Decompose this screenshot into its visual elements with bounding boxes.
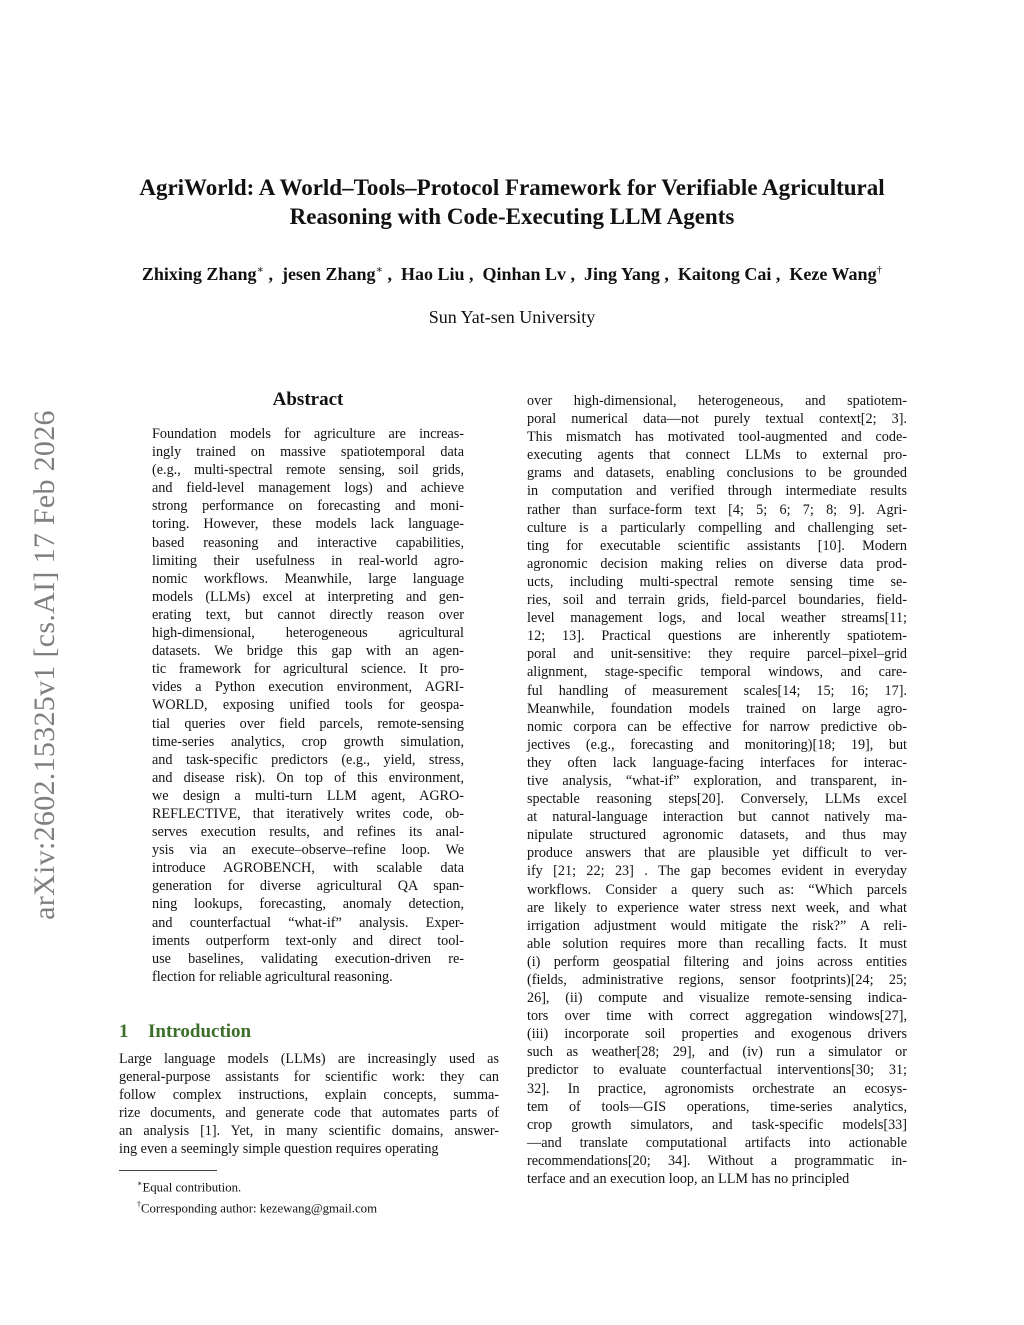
text-line: ting for executable scientific assistants [10]. Modern [527, 537, 907, 554]
introduction-paragraph-left [119, 1050, 499, 1159]
text-line: tem of tools—GIS operations, time-series analytics, [527, 1098, 907, 1115]
text-line: an analysis [1]. Yet, in many scientific domains, answer- [119, 1123, 499, 1140]
text-line: they often lack language-facing interfaces for interac- [527, 754, 907, 771]
text-line: Large language models (LLMs) are increasingly used as [119, 1051, 499, 1067]
author: jesen Zhang∗ [281, 264, 383, 284]
text-line: poral numerical data—not purely textual context[2; 3]. [527, 411, 907, 428]
text-line: based reasoning and interactive capabilities, [152, 534, 464, 551]
text-line: alignment, stage-specific temporal windows, and care- [527, 664, 907, 681]
text-line: vides a Python execution environment, AGRI- [152, 679, 464, 696]
text-line: executing agents that connect LLMs to external pro- [527, 447, 907, 464]
author: Kaitong Cai [677, 264, 772, 284]
text-line: able solution requires more than recalling facts. It must [527, 935, 907, 952]
text-line: over high-dimensional, heterogeneous, and spatiotem- [527, 393, 907, 409]
text-line: 12; 13]. Practical questions are inherently spatiotem- [527, 628, 907, 645]
text-line: erating text, but cannot directly reason over [152, 606, 464, 623]
footnote-corresponding-author: †Corresponding author: kezewang@gmail.com [137, 1200, 378, 1216]
author-list: Zhixing Zhang∗ , jesen Zhang∗ , Hao Liu , Qinhan Lv , Jing Yang , Kaitong Cai , Keze Wang† [141, 264, 883, 284]
footnotes [119, 1175, 499, 1218]
text-line: terface and an execution loop, an LLM has no principled [527, 1171, 850, 1188]
text-line: predictor to evaluate counterfactual interventions[30; 31; [527, 1062, 907, 1079]
text-line: ingly trained on massive spatiotemporal data [152, 444, 464, 461]
section-title: Introduction [148, 1021, 252, 1042]
text-line: in computation and verified through intermediate results [527, 483, 907, 500]
text-line: crop growth simulators, and task-specific models[33] [527, 1116, 907, 1133]
abstract-heading: Abstract [272, 389, 344, 410]
text-line: grams and datasets, enabling conclusions to be grounded [527, 465, 907, 482]
text-line: and task-specific predictors (e.g., yield, stress, [152, 751, 464, 768]
text-line: Meanwhile, foundation models trained on large agro- [527, 700, 907, 717]
text-line: agronomic decision making relies on diverse data prod- [527, 555, 907, 572]
text-line: nomic workflows. Meanwhile, large language [152, 570, 464, 587]
text-line: WORLD, exposing unified tools for geospa- [152, 697, 464, 714]
text-line: Foundation models for agriculture are increas- [152, 426, 464, 442]
footnote-rule [119, 1170, 217, 1171]
text-line: (iii) incorporate soil properties and exogenous drivers [527, 1026, 907, 1043]
text-line: such as weather[28; 29], and (iv) run a simulator or [527, 1044, 907, 1061]
text-line: tic framework for agricultural science. It pro- [152, 661, 464, 678]
text-line: tors over time with correct aggregation windows[27], [527, 1008, 907, 1025]
text-line: ysis via an execute–observe–refine loop. We [152, 842, 464, 859]
author: Zhixing Zhang∗ [141, 264, 264, 284]
text-line: nomic corpora can be effective for narrow predictive ob- [527, 718, 907, 735]
text-line: general-purpose assistants for scientific work: they can [119, 1069, 499, 1086]
text-line: follow complex instructions, explain concepts, summa- [119, 1087, 499, 1104]
text-line: ify [21; 22; 23] . The gap becomes evident in everyday [527, 863, 907, 880]
text-line: irrigation adjustment would mitigate the risk?” A reli- [527, 917, 907, 934]
text-line: —and translate computational artifacts into actionable [527, 1134, 907, 1151]
author: Qinhan Lv [482, 264, 567, 284]
text-line: toring. However, these models lack language- [152, 516, 464, 533]
text-line: generation for diverse agricultural QA span- [152, 878, 464, 895]
text-line: use baselines, validating execution-driven re- [152, 950, 464, 967]
arxiv-identifier-stamp: arXiv:2602.15325v1 [cs.AI] 17 Feb 2026 [28, 410, 61, 920]
text-line: rather than surface-form text [4; 5; 6; 7; 8; 9]. Agri- [527, 501, 907, 518]
text-line: strong performance on forecasting and moni- [152, 498, 464, 515]
text-line: ing even a seemingly simple question requires operating [119, 1141, 439, 1158]
text-line: ful handling of measurement scales[14; 15; 16; 17]. [527, 682, 907, 699]
footnote-equal-contribution: ∗Equal contribution. [137, 1179, 242, 1195]
text-line: ucts, including multi-spectral remote sensing time se- [527, 573, 907, 590]
text-line: poral and unit-sensitive: they require parcel–pixel–grid [527, 646, 907, 663]
text-line: level management logs, and local weather streams[11; [527, 610, 907, 627]
text-line: high-dimensional, heterogeneous agricultural [152, 625, 464, 642]
abstract-body [152, 425, 464, 986]
author: Jing Yang [584, 264, 660, 284]
author-affiliation: Sun Yat-sen University [428, 307, 596, 327]
text-line: and disease risk). On top of this environment, [152, 769, 464, 786]
text-line: nipulate structured agronomic datasets, and thus may [527, 827, 907, 844]
text-line: iments outperform text-only and direct tool- [152, 932, 464, 949]
author: Keze Wang† [789, 264, 883, 284]
text-line: flection for reliable agricultural reasoning. [152, 968, 393, 985]
text-line: recommendations[20; 34]. Without a programmatic in- [527, 1152, 907, 1169]
text-line: and counterfactual “what-if” analysis. Exper- [152, 914, 464, 931]
text-line: datasets. We bridge this gap with an agen- [152, 643, 464, 660]
text-line: 26], (ii) compute and visualize remote-sensing indica- [527, 990, 907, 1007]
text-line: models (LLMs) excel at interpreting and gen- [152, 588, 464, 605]
text-line: ries, soil and terrain grids, field-parcel boundaries, field- [527, 592, 907, 609]
text-line: ning lookups, forecasting, anomaly detection, [152, 896, 464, 913]
text-line: (i) perform geospatial filtering and joins across entities [527, 953, 907, 970]
text-line: (fields, administrative regions, sensor footprints)[24; 25; [527, 972, 907, 988]
author: Hao Liu [400, 264, 465, 284]
text-line: tial queries over field parcels, remote-sensing [152, 715, 464, 732]
text-line: This mismatch has motivated tool-augmented and code- [527, 429, 907, 446]
text-line: we design a multi-turn LLM agent, AGRO- [152, 787, 464, 804]
text-line: REFLECTIVE, that iteratively writes code, ob- [152, 805, 464, 822]
text-line: workflows. Consider a query such as: “Which parcels [527, 881, 907, 898]
text-line: 32]. In practice, agronomists orchestrate an ecosys- [527, 1080, 907, 1097]
paper-title: AgriWorld: A World–Tools–Protocol Framework for Verifiable Agricultural Reasoning with Code-Executing LLM Agents [139, 175, 885, 229]
text-line: serves execution results, and refines its anal- [152, 824, 464, 841]
text-line: tive analysis, “what-if” exploration, and transparent, in- [527, 772, 907, 789]
introduction-paragraph-right [527, 392, 907, 1188]
text-line: rize documents, and generate code that automates parts of [119, 1105, 499, 1122]
text-line: at natural-language interaction but cannot natively ma- [527, 809, 907, 826]
text-line: (e.g., multi-spectral remote sensing, soil grids, [152, 462, 464, 479]
text-line: time-series analytics, crop growth simulation, [152, 733, 464, 750]
text-line: culture is a particularly compelling and challenging set- [527, 519, 907, 536]
text-line: limiting their usefulness in real-world agro- [152, 552, 464, 569]
text-line: spectable reasoning steps[20]. Conversely, LLMs excel [527, 791, 907, 808]
text-line: produce answers that are plausible yet difficult to ver- [527, 845, 907, 862]
text-line: introduce AGROBENCH, with scalable data [152, 860, 464, 877]
text-line: are likely to experience water stress next week, and what [527, 899, 907, 916]
text-line: jectives (e.g., forecasting and monitoring)[18; 19], but [527, 736, 907, 753]
section-number: 1 [119, 1021, 129, 1042]
section-heading-introduction [119, 1021, 499, 1043]
text-line: and field-level management logs) and achieve [152, 480, 464, 497]
